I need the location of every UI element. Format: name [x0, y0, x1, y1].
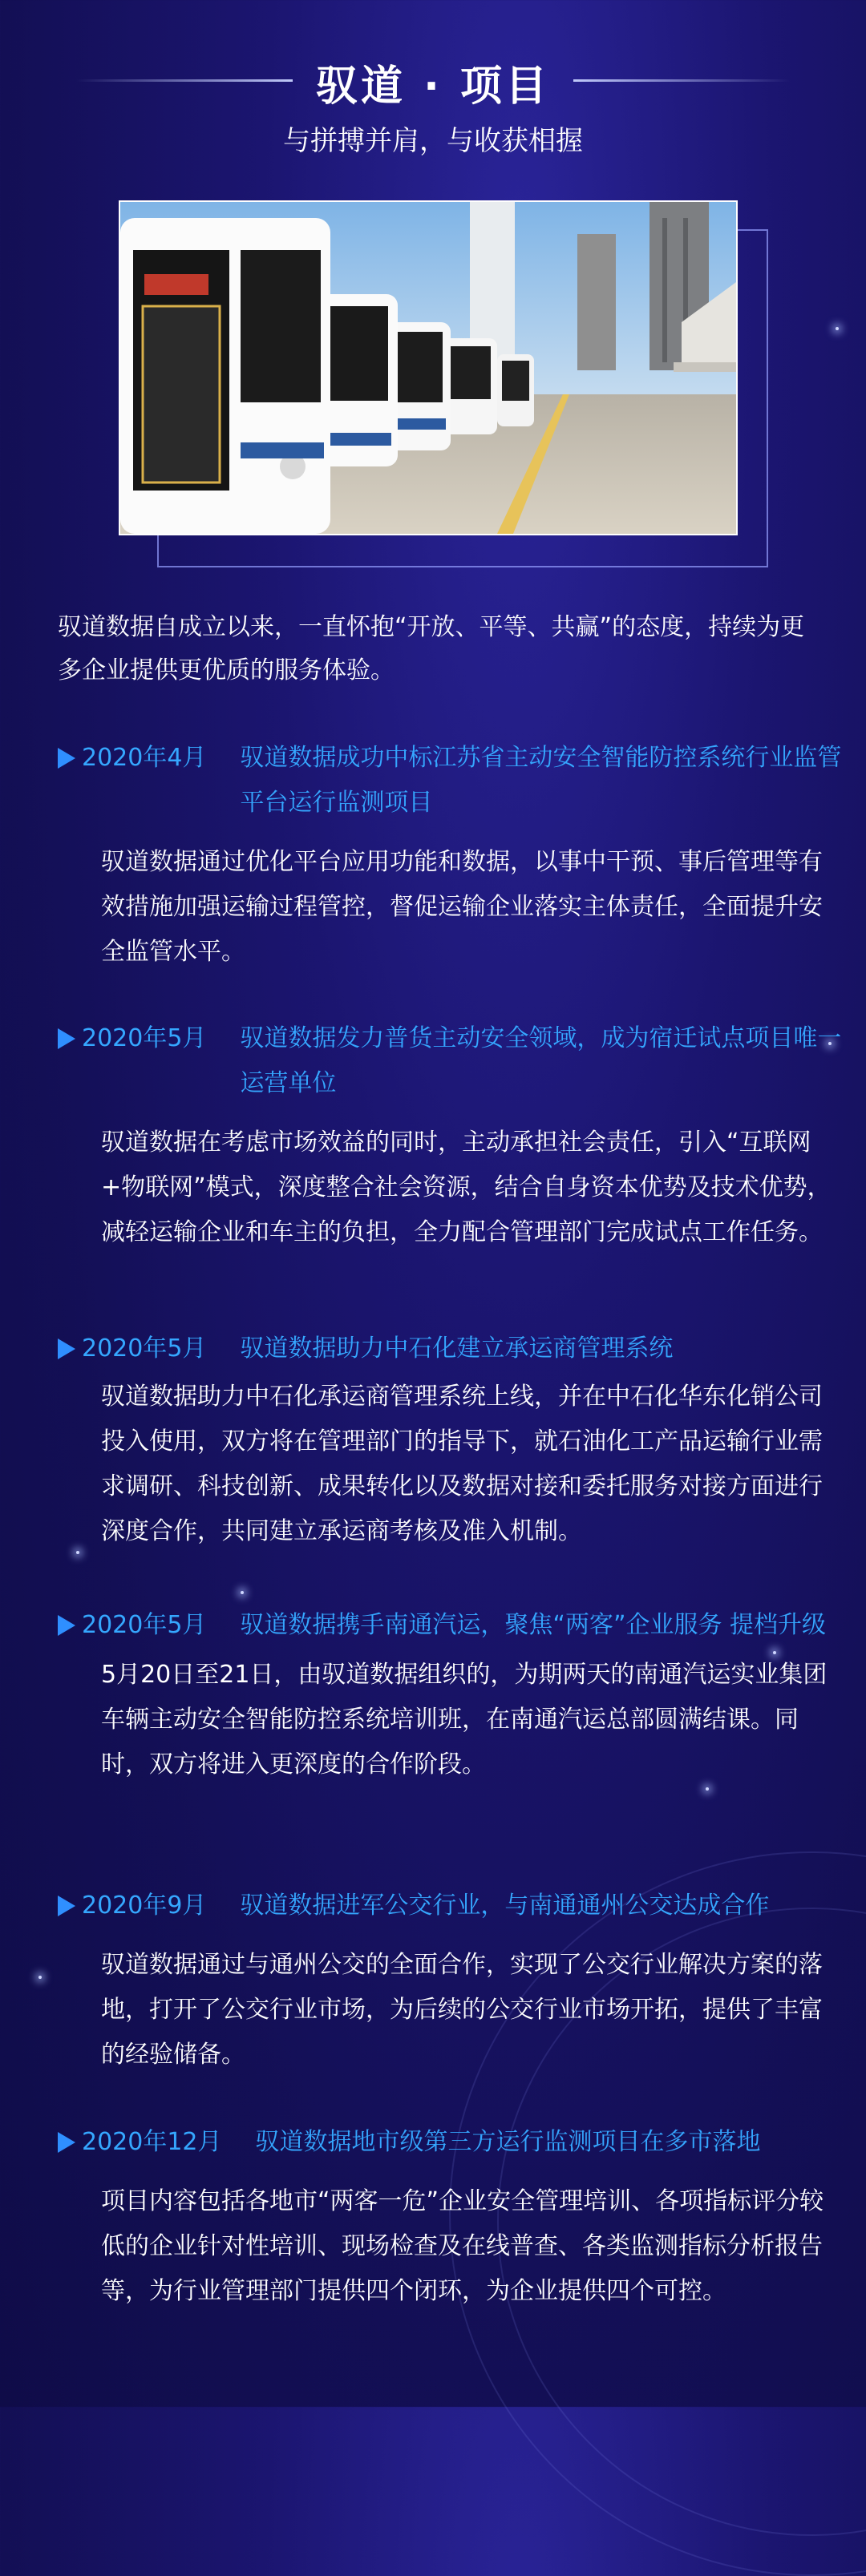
- timeline-date: 2020年4月: [82, 744, 207, 772]
- timeline-headline: 驭道数据成功中标江苏省主动安全智能防控系统行业监管平台运行监测项目: [240, 744, 842, 817]
- sparkle-icon: [241, 1591, 244, 1594]
- timeline-item-header: [58, 1016, 844, 1106]
- timeline-item: [58, 1884, 844, 2077]
- timeline-date: 2020年5月: [82, 1611, 207, 1639]
- timeline-body: 驭道数据在考虑市场效益的同时，主动承担社会责任，引入“互联网+物联网”模式，深度整合社会资源，结合自身资本优势及技术优势，减轻运输企业和车主的负担，全力配合管理部门完成试点工作任务。: [101, 1129, 832, 1246]
- timeline-item: [58, 2120, 844, 2314]
- timeline-item: [58, 1016, 844, 1255]
- timeline-item: [58, 1326, 844, 1554]
- timeline-date: 2020年5月: [82, 1024, 207, 1052]
- timeline-date: 2020年12月: [82, 2128, 222, 2156]
- timeline-headline: 驭道数据发力普货主动安全领域，成为宿迁试点项目唯一运营单位: [240, 1024, 842, 1097]
- timeline-headline: 驭道数据进军公交行业，与南通通州公交达成合作: [240, 1892, 770, 1920]
- timeline-item-header: [58, 736, 844, 826]
- section-header: [0, 44, 866, 111]
- page-subtitle: 与拼搏并肩，与收获相握: [283, 125, 583, 157]
- timeline-date: 2020年5月: [82, 1334, 207, 1363]
- timeline-body: 项目内容包括各地市“两客一危”企业安全管理培训、各项指标评分较低的企业针对性培训、现场检查及在线普查、各类监测指标分析报告等，为行业管理部门提供四个闭环，为企业提供四个可控。: [101, 2187, 824, 2305]
- timeline-body: 驭道数据通过与通州公交的全面合作，实现了公交行业解决方案的落地，打开了公交行业市场，为后续的公交行业市场开拓，提供了丰富的经验储备。: [101, 1951, 823, 2069]
- page-title: 驭道 · 项目: [316, 63, 550, 111]
- timeline-headline: 驭道数据地市级第三方运行监测项目在多市落地: [255, 2128, 761, 2156]
- timeline-item-header: [58, 2120, 844, 2165]
- bus-photo: [119, 200, 738, 535]
- timeline-date: 2020年9月: [82, 1892, 207, 1920]
- play-triangle-icon: [58, 1338, 75, 1359]
- play-triangle-icon: [58, 1028, 75, 1049]
- timeline-body: 5月20日至21日，由驭道数据组织的，为期两天的南通汽运实业集团车辆主动安全智能防控系统培训班，在南通汽运总部圆满结课。同时，双方将进入更深度的合作阶段。: [101, 1661, 828, 1779]
- play-triangle-icon: [58, 748, 75, 769]
- sparkle-icon: [38, 1976, 42, 1979]
- timeline-item-header: [58, 1326, 844, 1371]
- timeline-headline: 驭道数据携手南通汽运，聚焦“两客”企业服务 提档升级: [240, 1611, 827, 1639]
- intro-paragraph: 驭道数据自成立以来，一直怀抱“开放、平等、共赢”的态度，持续为更多企业提供更优质的服务体验。: [58, 613, 805, 684]
- timeline-item: [58, 1603, 844, 1787]
- sparkle-icon: [706, 1787, 709, 1791]
- timeline-item: [58, 736, 844, 975]
- timeline-body: 驭道数据助力中石化承运商管理系统上线，并在中石化华东化销公司投入使用，双方将在管理部门的指导下，就石油化工产品运输行业需求调研、科技创新、成果转化以及数据对接和委托服务对接方面进行深度合作，共同建立承运商考核及准入机制。: [101, 1383, 823, 1545]
- play-triangle-icon: [58, 1896, 75, 1916]
- timeline-headline: 驭道数据助力中石化建立承运商管理系统: [240, 1334, 674, 1363]
- timeline-item-header: [58, 1884, 844, 1928]
- sparkle-icon: [836, 327, 839, 330]
- play-triangle-icon: [58, 1615, 75, 1636]
- header-line-right: [573, 79, 790, 82]
- timeline-body: 驭道数据通过优化平台应用功能和数据，以事中干预、事后管理等有效措施加强运输过程管控，督促运输企业落实主体责任，全面提升安全监管水平。: [101, 848, 823, 966]
- timeline-item-header: [58, 1603, 844, 1648]
- play-triangle-icon: [58, 2132, 75, 2153]
